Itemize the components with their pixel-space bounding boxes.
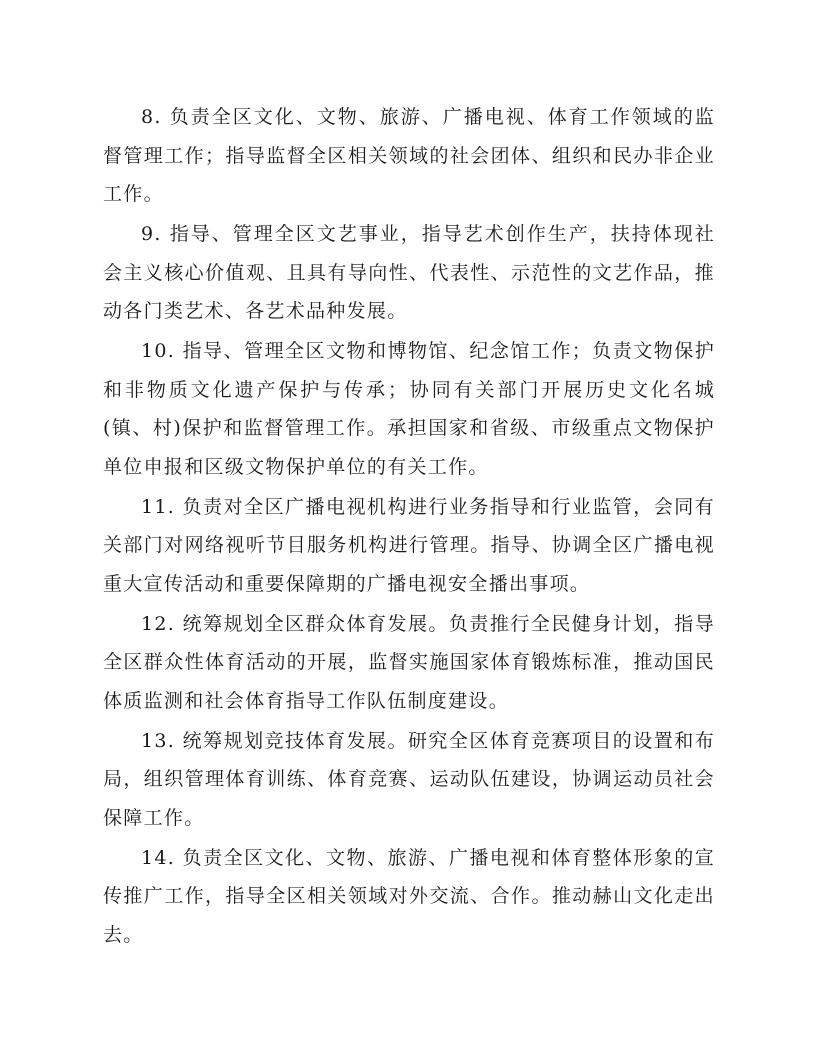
paragraph-item-13: 13. 统筹规划竞技体育发展。研究全区体育竞赛项目的设置和布局，组织管理体育训练、体育竞赛、运动队伍建设，协调运动员社会保障工作。 [103,729,715,829]
document-body [103,98,715,956]
paragraph-item-14: 14. 负责全区文化、文物、旅游、广播电视和体育整体形象的宣传推广工作，指导全区相关领域对外交流、合作。推动赫山文化走出去。 [103,846,715,946]
paragraph-item-8: 8. 负责全区文化、文物、旅游、广播电视、体育工作领域的监督管理工作；指导监督全区相关领域的社会团体、组织和民办非企业工作。 [103,106,715,205]
paragraph-item-10: 10. 指导、管理全区文物和博物馆、纪念馆工作；负责文物保护和非物质文化遗产保护与传承；协同有关部门开展历史文化名城(镇、村)保护和监督管理工作。承担国家和省级、市级重点文物保护单位申报和区级文物保护单位的有关工作。 [103,340,715,478]
paragraph-item-11: 11. 负责对全区广播电视机构进行业务指导和行业监管，会同有关部门对网络视听节目服务机构进行管理。指导、协调全区广播电视重大宣传活动和重要保障期的广播电视安全播出事项。 [103,495,715,595]
paragraph-item-12: 12. 统筹规划全区群众体育发展。负责推行全民健身计划，指导全区群众性体育活动的开展，监督实施国家体育锻炼标准，推动国民体质监测和社会体育指导工作队伍制度建设。 [103,612,715,712]
paragraph-item-9: 9. 指导、管理全区文艺事业，指导艺术创作生产，扶持体现社会主义核心价值观、且具有导向性、代表性、示范性的文艺作品，推动各门类艺术、各艺术品种发展。 [103,223,715,322]
